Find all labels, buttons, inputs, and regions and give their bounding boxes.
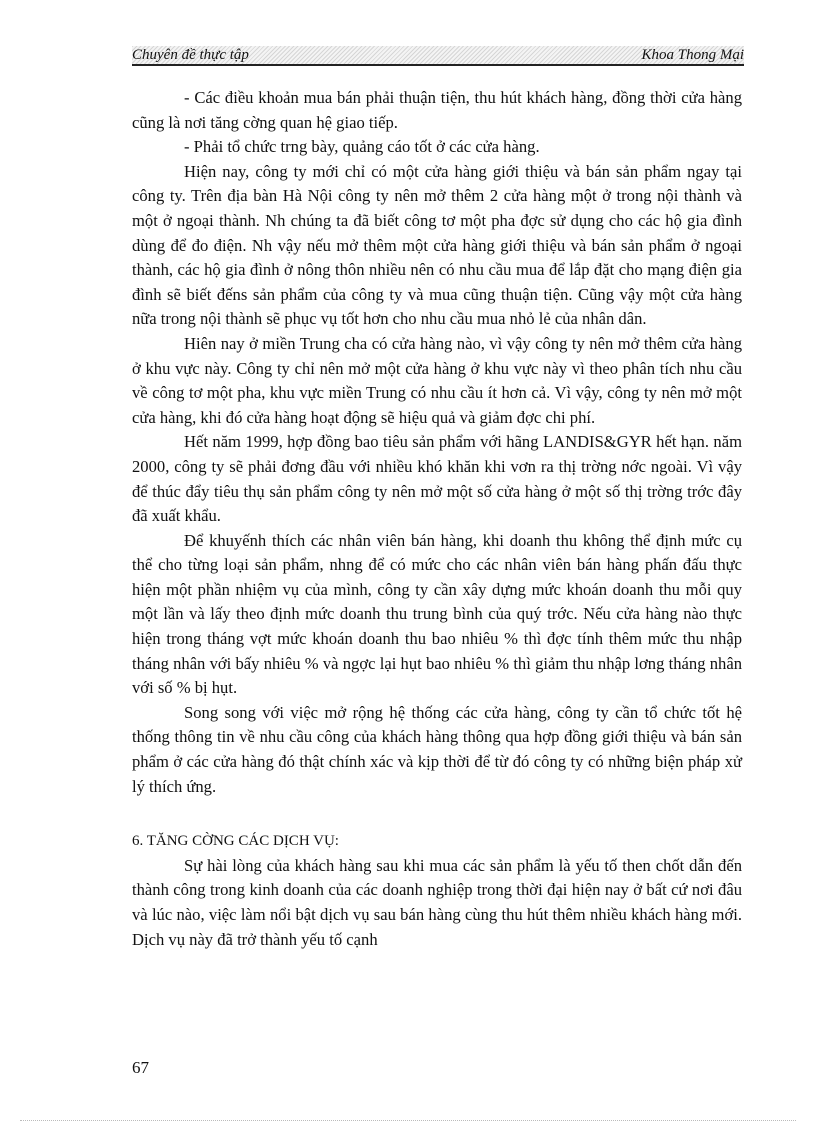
page-number: 67 xyxy=(132,1058,149,1077)
page-header xyxy=(132,46,744,66)
paragraph-central-region: Hiên nay ở miền Trung cha có cửa hàng nào, vì vậy công ty nên mở thêm cửa hàng ở khu vực này. Công ty chỉ nên mở một cửa hàng ở khu vực này vì theo phân tích nhu cầu về công tơ một pha, khu vực miền Trung có nhu cầu ít hơn cả. Vì vậy, công ty nên mở một cửa hàng, khi đó cửa hàng hoạt động sẽ hiệu quả và giảm đợc chi phí. xyxy=(132,333,742,427)
paragraph-information-system: Song song với việc mở rộng hệ thống các cửa hàng, công ty cần tổ chức tốt hệ thống thông tin về nhu cầu công của khách hàng thông qua hợp đồng giới thiệu và bán sản phẩm ở các cửa hàng đó thật chính xác và kịp thời để từ đó công ty có những biện pháp xử lý thích ứng. xyxy=(132,702,742,796)
paragraph-hanoi-stores: Hiện nay, công ty mới chỉ có một cửa hàng giới thiệu và bán sản phẩm ngay tại công ty. Trên địa bàn Hà Nội công ty nên mở thêm 2 cửa hàng một ở trong nội thành và một ở ngoại thành. Nh chúng ta đã biết công tơ một pha đợc sử dụng cho các hộ gia đình dùng để đo điện. Nh vậy nếu mở thêm một cửa hàng giới thiệu và bán sản phẩm ở ngoại thành, các hộ gia đình ở nông thôn nhiều nên có nhu cầu mua để lắp đặt cho mạng điện gia đình sẽ biết đếns sản phẩm của công ty và mua cũng thuận tiện. Cũng vậy một cửa hàng nữa trong nội thành sẽ phục vụ tốt hơn cho nhu cầu mua nhỏ lẻ của nhân dân. xyxy=(132,161,742,329)
page-body xyxy=(132,86,742,952)
paragraph-customer-satisfaction: Sự hài lòng của khách hàng sau khi mua các sản phẩm là yếu tố then chốt dẫn đến thành công trong kinh doanh của các doanh nghiệp trong thời đại hiện nay ở bất cứ nơi đâu và lúc nào, việc làm nổi bật dịch vụ sau bán hàng cùng thu hút thêm nhiều khách hàng mới. Dịch vụ này đã trở thành yếu tố cạnh xyxy=(132,855,742,949)
paragraph-display: - Phải tổ chức trng bày, quảng cáo tốt ở các cửa hàng. xyxy=(184,137,540,157)
paragraph-landis-contract: Hết năm 1999, hợp đồng bao tiêu sản phẩm với hãng LANDIS&GYR hết hạn. năm 2000, công ty sẽ phải đơng đầu với nhiều khó khăn khi vơn ra thị trờng nớc ngoài. Vì vậy để thúc đẩy tiêu thụ sản phẩm công ty nên mở một số cửa hàng ở một số thị trờng trớc đây đã xuất khẩu. xyxy=(132,432,742,526)
section-heading: 6. TĂNG CỜNG CÁC DỊCH VỤ: xyxy=(132,833,339,850)
bottom-divider xyxy=(20,1120,796,1121)
paragraph-terms: - Các điều khoản mua bán phải thuận tiện, thu hút khách hàng, đồng thời cửa hàng cũng là nơi tăng cờng quan hệ giao tiếp. xyxy=(132,88,742,132)
paragraph-sales-incentive: Để khuyếnh thích các nhân viên bán hàng, khi doanh thu không thể định mức cụ thể cho từng loại sản phẩm, nhng để có mức cho các nhân viên bán hàng phấn đấu thực hiện một phần nhiệm vụ của mình, công ty cần xây dựng mức khoán doanh thu mỗi quy một lần và lấy theo định mức doanh thu trung bình của quý trớc. Nếu cửa hàng nào thực hiện trong tháng vợt mức khoán doanh thu bao nhiêu % thì đợc tính thêm mức thu nhập tháng nhân với bấy nhiêu % và ngợc lại hụt bao nhiêu % thì giảm thu nhập lơng tháng nhân với số % bị hụt. xyxy=(132,530,742,698)
header-left-title: Chuyên đề thực tập xyxy=(132,47,249,63)
header-right-title: Khoa Thong Mại xyxy=(641,47,744,63)
